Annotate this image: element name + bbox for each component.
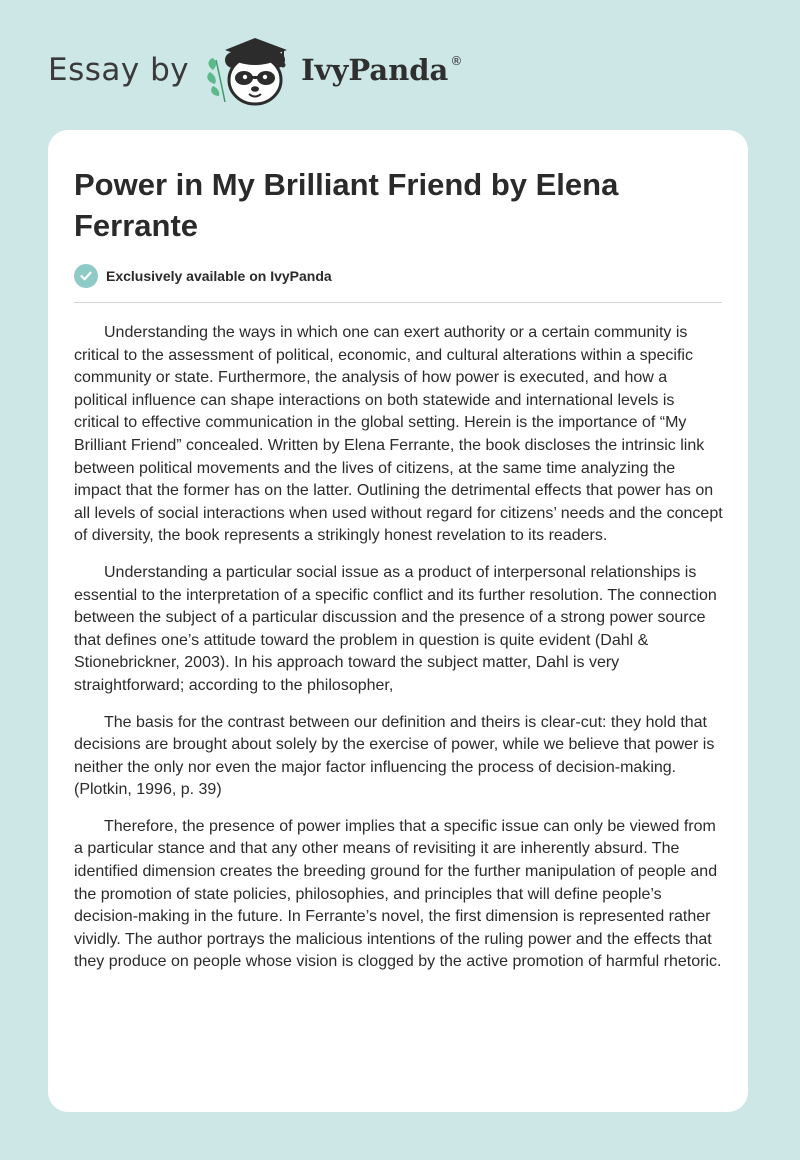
paragraph-3: Therefore, the presence of power implies that a specific issue can only be viewed from a particular stance and that any other means of revisiting it are inherently absurd. The identified dimension creates the breeding ground for the further manipulation of people and the promotion of state policies, philosophies, and principles that will define people’s decision-making in the future. In Ferrante’s novel, the first dimension is represented rather vividly. The author portrays the malicious intentions of the ruling power and the effects that they produce on people whose vision is clogged by the active promotion of harmful rhetoric. [74,817,722,971]
panda-graduate-icon [203,30,295,110]
page-title: Power in My Brilliant Friend by Elena Ferrante [74,167,619,243]
essay-body [74,322,724,988]
paragraph-1: Understanding the ways in which one can exert authority or a certain community is critical to the assessment of political, economic, and cultural alterations within a specific community or state. Furthermore, the analysis of how power is executed, and how a political influence can shape interactions on both statewide and international levels is critical to effective communication in the global setting. Herein is the importance of “My Brilliant Friend” concealed. Written by Elena Ferrante, the book discloses the intrinsic link between political movements and the lives of citizens, at the same time analyzing the impact that the former has on the latter. Outlining the detrimental effects that power has on all levels of social interactions when used without regard for citizens’ needs and the concept of diversity, the book represents a strikingly honest revelation to its readers. [74,324,723,545]
logo-prefix-text: Essay by [48,52,190,88]
registered-mark: ® [450,54,463,68]
essay-card [48,130,748,1112]
paragraph-2: Understanding a particular social issue as a product of interpersonal relationships is essential to the interpretation of a specific conflict and its further resolution. The connection between the subject of a particular discussion and the presence of a strong power source that defines one’s attitude toward the problem in question is quite evident (Dahl & Stionebrickner, 2003). In his approach toward the subject matter, Dahl is very straightforward; according to the philosopher, [74,563,717,694]
check-circle-icon [74,264,98,288]
exclusive-badge [74,264,332,288]
block-quote: The basis for the contrast between our definition and theirs is clear-cut: they hold that decisions are brought about solely by the exercise of power, while we believe that power is neither the only nor even the major factor influencing the process of decision-making. (Plotkin, 1996, p. 39) [74,713,715,799]
divider [74,302,722,303]
site-logo[interactable] [48,30,462,110]
exclusive-label: Exclusively available on IvyPanda [106,268,332,284]
logo-brand-name: IvyPanda [301,53,449,87]
ivy-leaf-icon [207,58,225,102]
